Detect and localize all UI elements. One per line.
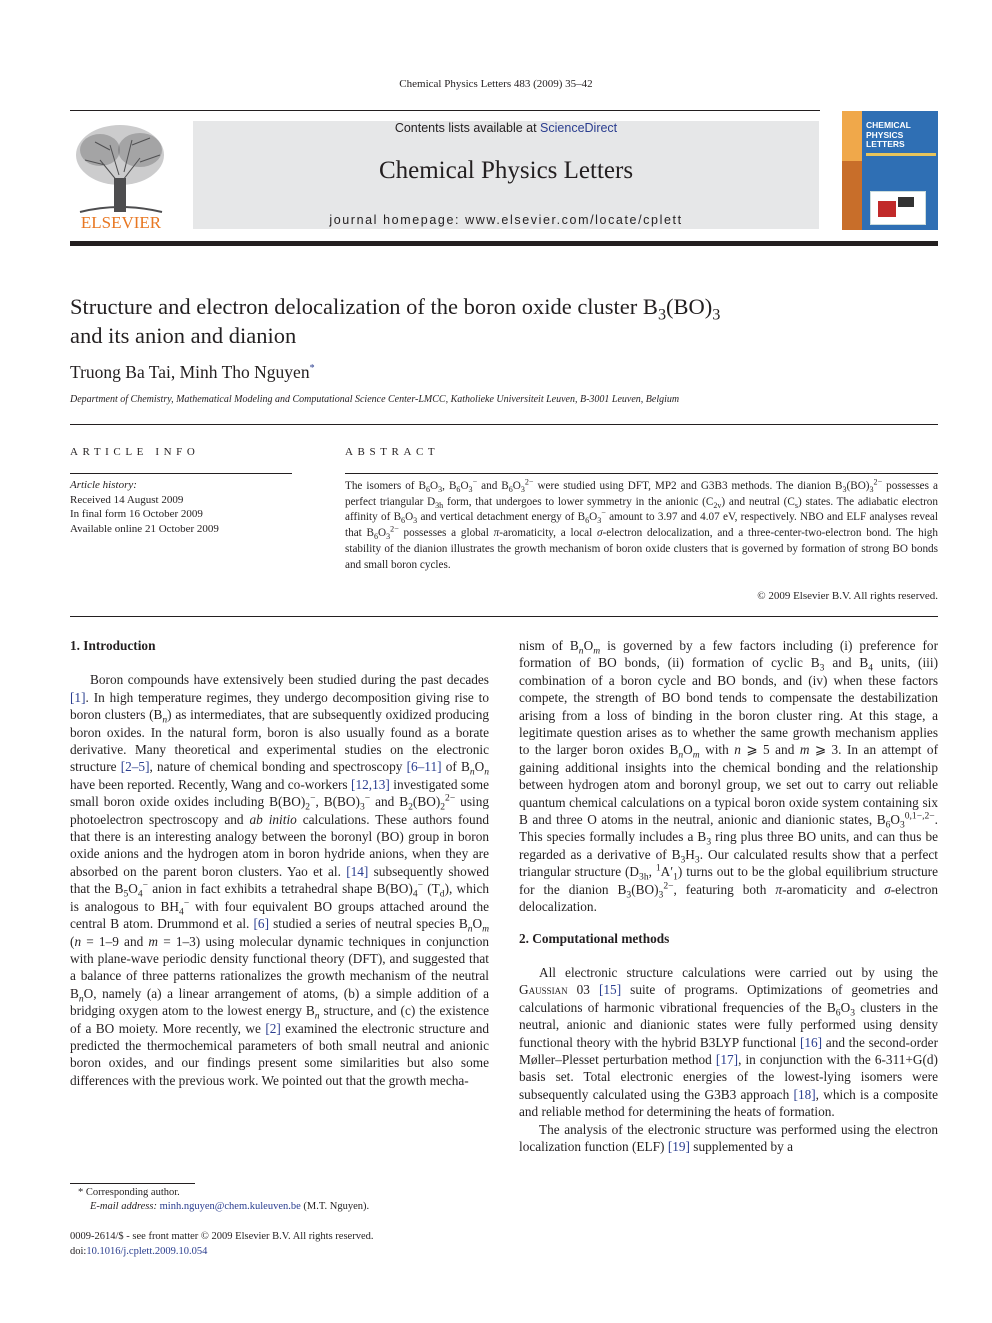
body-rule bbox=[70, 616, 938, 617]
elsevier-wordmark: ELSEVIER bbox=[80, 213, 162, 232]
sciencedirect-link[interactable]: ScienceDirect bbox=[540, 121, 618, 135]
section-heading-introduction: 1. Introduction bbox=[70, 638, 156, 653]
body-column-right bbox=[519, 637, 938, 1155]
abstract-text: The isomers of $B_6O_3$, $B_6O_3^-$ and $B_6O_3^{2-}$ were studied using DFT, MP2 and G3B3 methods. The dianion $B_3(BO)_3^{2-}$ possesses a perfect triangular $D_{3h}$ form, that undergoes to lower symmetry in the anionic $(C_{2v})$ and neutral $(C_s)$ states. The adiabatic electron affinity of $B_6O_3$ and vertical detachment energy of $B_6O_3^-$ amount to 3.97 and 4.07 eV, respectively. NBO and ELF analyses reveal that $B_6O_3^{2-}$ possesses a global π-aromaticity, a local σ-electron delocalization, and a three-center-two-electron bond. The high stability of the dianion illustrates the growth mechanism of boron oxide clusters that is governed by formation of strong BO bonds and small boron cycles. bbox=[345, 477, 938, 571]
paragraph: The analysis of the electronic structure was performed using the electron localization function (ELF) [19] supplemented by a bbox=[519, 1121, 938, 1154]
title-rule bbox=[70, 424, 938, 425]
abstract-rule bbox=[345, 473, 938, 474]
header-thick-rule bbox=[70, 241, 938, 246]
footnote-rule bbox=[70, 1183, 195, 1184]
email-link[interactable]: minh.nguyen@chem.kuleuven.be bbox=[159, 1201, 301, 1212]
paragraph: Boron compounds have extensively been studied during the past decades [1]. In high temperature regimes, they undergo decomposition giving rise to boron clusters $(B_n)$ as intermediates, that are subsequently oxidized producing boron oxides. In the natural form, boron is also usually found as a borate derivative. Many theoretical and experimental studies on the electronic structure [2–5], nature of chemical bonding and spectroscopy [6–11] of $B_nO_n$ have been reported. Recently, Wang and co-workers [12,13] investigated some small boron oxide oxides including $B(BO)_2^-$, $B(BO)_3^-$ and $B_2(BO)_2^{2-}$ using photoelectron spectroscopy and ab initio calculations. These authors found that there is an interesting analogy between the boronyl (BO) group in boron oxide anions and the hydrogen atom in boron hydride anions, when they are absorbed on the parent boron clusters. Yao et al. [14] subsequently showed that the $B_5O_4^-$ anion in fact exhibits a tetrahedral shape $B(BO)_4^-$ $(T_d)$, which is analogous to $BH_4^-$ with four equivalent BO groups attached around the central B atom. Drummond et al. [6] studied a series of neutral species $B_nO_m$ (n = 1–9 and m = 1–3) using molecular dynamic techniques in conjunction with plane-wave periodic density functional theory (DFT), and suggested that a balance of three patterns rationalizes the growth mechanism of the neutral $B_nO$, namely (a) a linear arrangement of atoms, (b) a simple addition of a bridging oxygen atom to the lowest energy $B_n$ structure, and (c) the existence of a BO moiety. More recently, we [2] examined the electronic structure and predicted the thermochemical parameters of both small neutral and anionic boron oxides, and our findings present some similarities but also some differences with the previous work. We pointed out that the growth mecha- bbox=[70, 672, 490, 1088]
section-heading-methods: 2. Computational methods bbox=[519, 930, 670, 946]
journal-cover bbox=[842, 111, 938, 230]
journal-homepage-link[interactable]: journal homepage: www.elsevier.com/locate/cplett bbox=[329, 213, 683, 227]
article-history: Article history: Received 14 August 2009 In final form 16 October 2009 Available online 21 October 2009 bbox=[70, 479, 219, 535]
article-info-rule bbox=[70, 473, 292, 474]
abstract-heading: ABSTRACT bbox=[345, 446, 440, 458]
header-rule bbox=[70, 110, 820, 111]
corresponding-author-mark[interactable]: * bbox=[309, 363, 315, 375]
paragraph: All electronic structure calculations were carried out by using the Gaussian 03 [15] suite of programs. Optimizations of geometries and calculations of harmonic vibrational frequencies of the $B_6O_3$ clusters in the neutral, anionic and dianionic states were fully performed using density functional theory with the hybrid B3LYP functional [16] and the second-order Møller–Plesset perturbation method [17], in conjunction with the 6-311+G(d) basis set. Total electronic energies of the lowest-lying isomers were subsequently calculated using the G3B3 approach [18], which is a composite and reliable method for determining the heats of formation. bbox=[519, 964, 939, 1120]
doi-link[interactable]: 10.1016/j.cplett.2009.10.054 bbox=[86, 1245, 208, 1257]
issn-doi: 0009-2614/$ - see front matter © 2009 Elsevier B.V. All rights reserved. doi:10.1016/j.cplett.2009.10.054 bbox=[70, 1231, 374, 1257]
author-list: Truong Ba Tai, Minh Tho Nguyen* bbox=[70, 362, 315, 382]
article-info-heading: ARTICLE INFO bbox=[70, 446, 200, 458]
cover-title-line3: LETTERS bbox=[866, 139, 905, 149]
article-title: Structure and electron delocalization of the boron oxide cluster $B_3(BO)_3$ and its anion and dianion bbox=[70, 294, 721, 348]
paragraph: nism of $B_nO_m$ is governed by a few factors including (i) preference for formation of BO bonds, (ii) formation of cyclic $B_3$ and $B_4$ units, (iii) combination of a boron cycle and BO bonds, and (iv) when these factors compete, the strength of BO bond tends to compensate the destabilization arising from a loss of binding in the boron cluster ring. At this stage, a legitimate question arises as to whether the same growth mechanism applies to the larger boron oxides $B_nO_m$ with n ⩾ 5 and m ⩾ 3. In an attempt of gaining additional insights into the chemical bonding and the relationship between hydrogen atom and boronyl group, we set out to carry out reliable quantum chemical calculations on a typical boron oxide system containing six B and three O atoms in the neutral, anionic and dianionic states, $B_6O_3^{0,1-,2-}$. This species formally includes a $B_3$ ring plus three BO units, and can thus be regarded as a derivative of $B_3H_3$. Our calculated results show that a perfect triangular structure ($D_{3h}$, $^1A'_1$) turns out to be the global equilibrium structure for the dianion $B_3(BO)_3^{2-}$, featuring both π-aromaticity and σ-electron delocalization. bbox=[519, 638, 939, 915]
journal-title: Chemical Physics Letters bbox=[378, 157, 634, 184]
elsevier-logo bbox=[70, 120, 172, 232]
cover-title-line2: PHYSICS bbox=[866, 129, 904, 140]
contents-available-line bbox=[193, 121, 819, 135]
abstract-copyright: © 2009 Elsevier B.V. All rights reserved. bbox=[757, 590, 938, 602]
journal-citation: Chemical Physics Letters 483 (2009) 35–42 bbox=[399, 78, 593, 90]
footnote: * Corresponding author. E-mail address: minh.nguyen@chem.kuleuven.be (M.T. Nguyen). bbox=[78, 1187, 370, 1212]
body-column-left bbox=[70, 637, 489, 1089]
cover-title-line1: CHEMICAL bbox=[866, 120, 911, 130]
contents-prefix: Contents lists available at bbox=[394, 121, 541, 135]
affiliation: Department of Chemistry, Mathematical Modeling and Computational Science Center-LMCC, Katholieke Universiteit Leuven, B-3001 Leuven, Belgium bbox=[70, 394, 680, 405]
